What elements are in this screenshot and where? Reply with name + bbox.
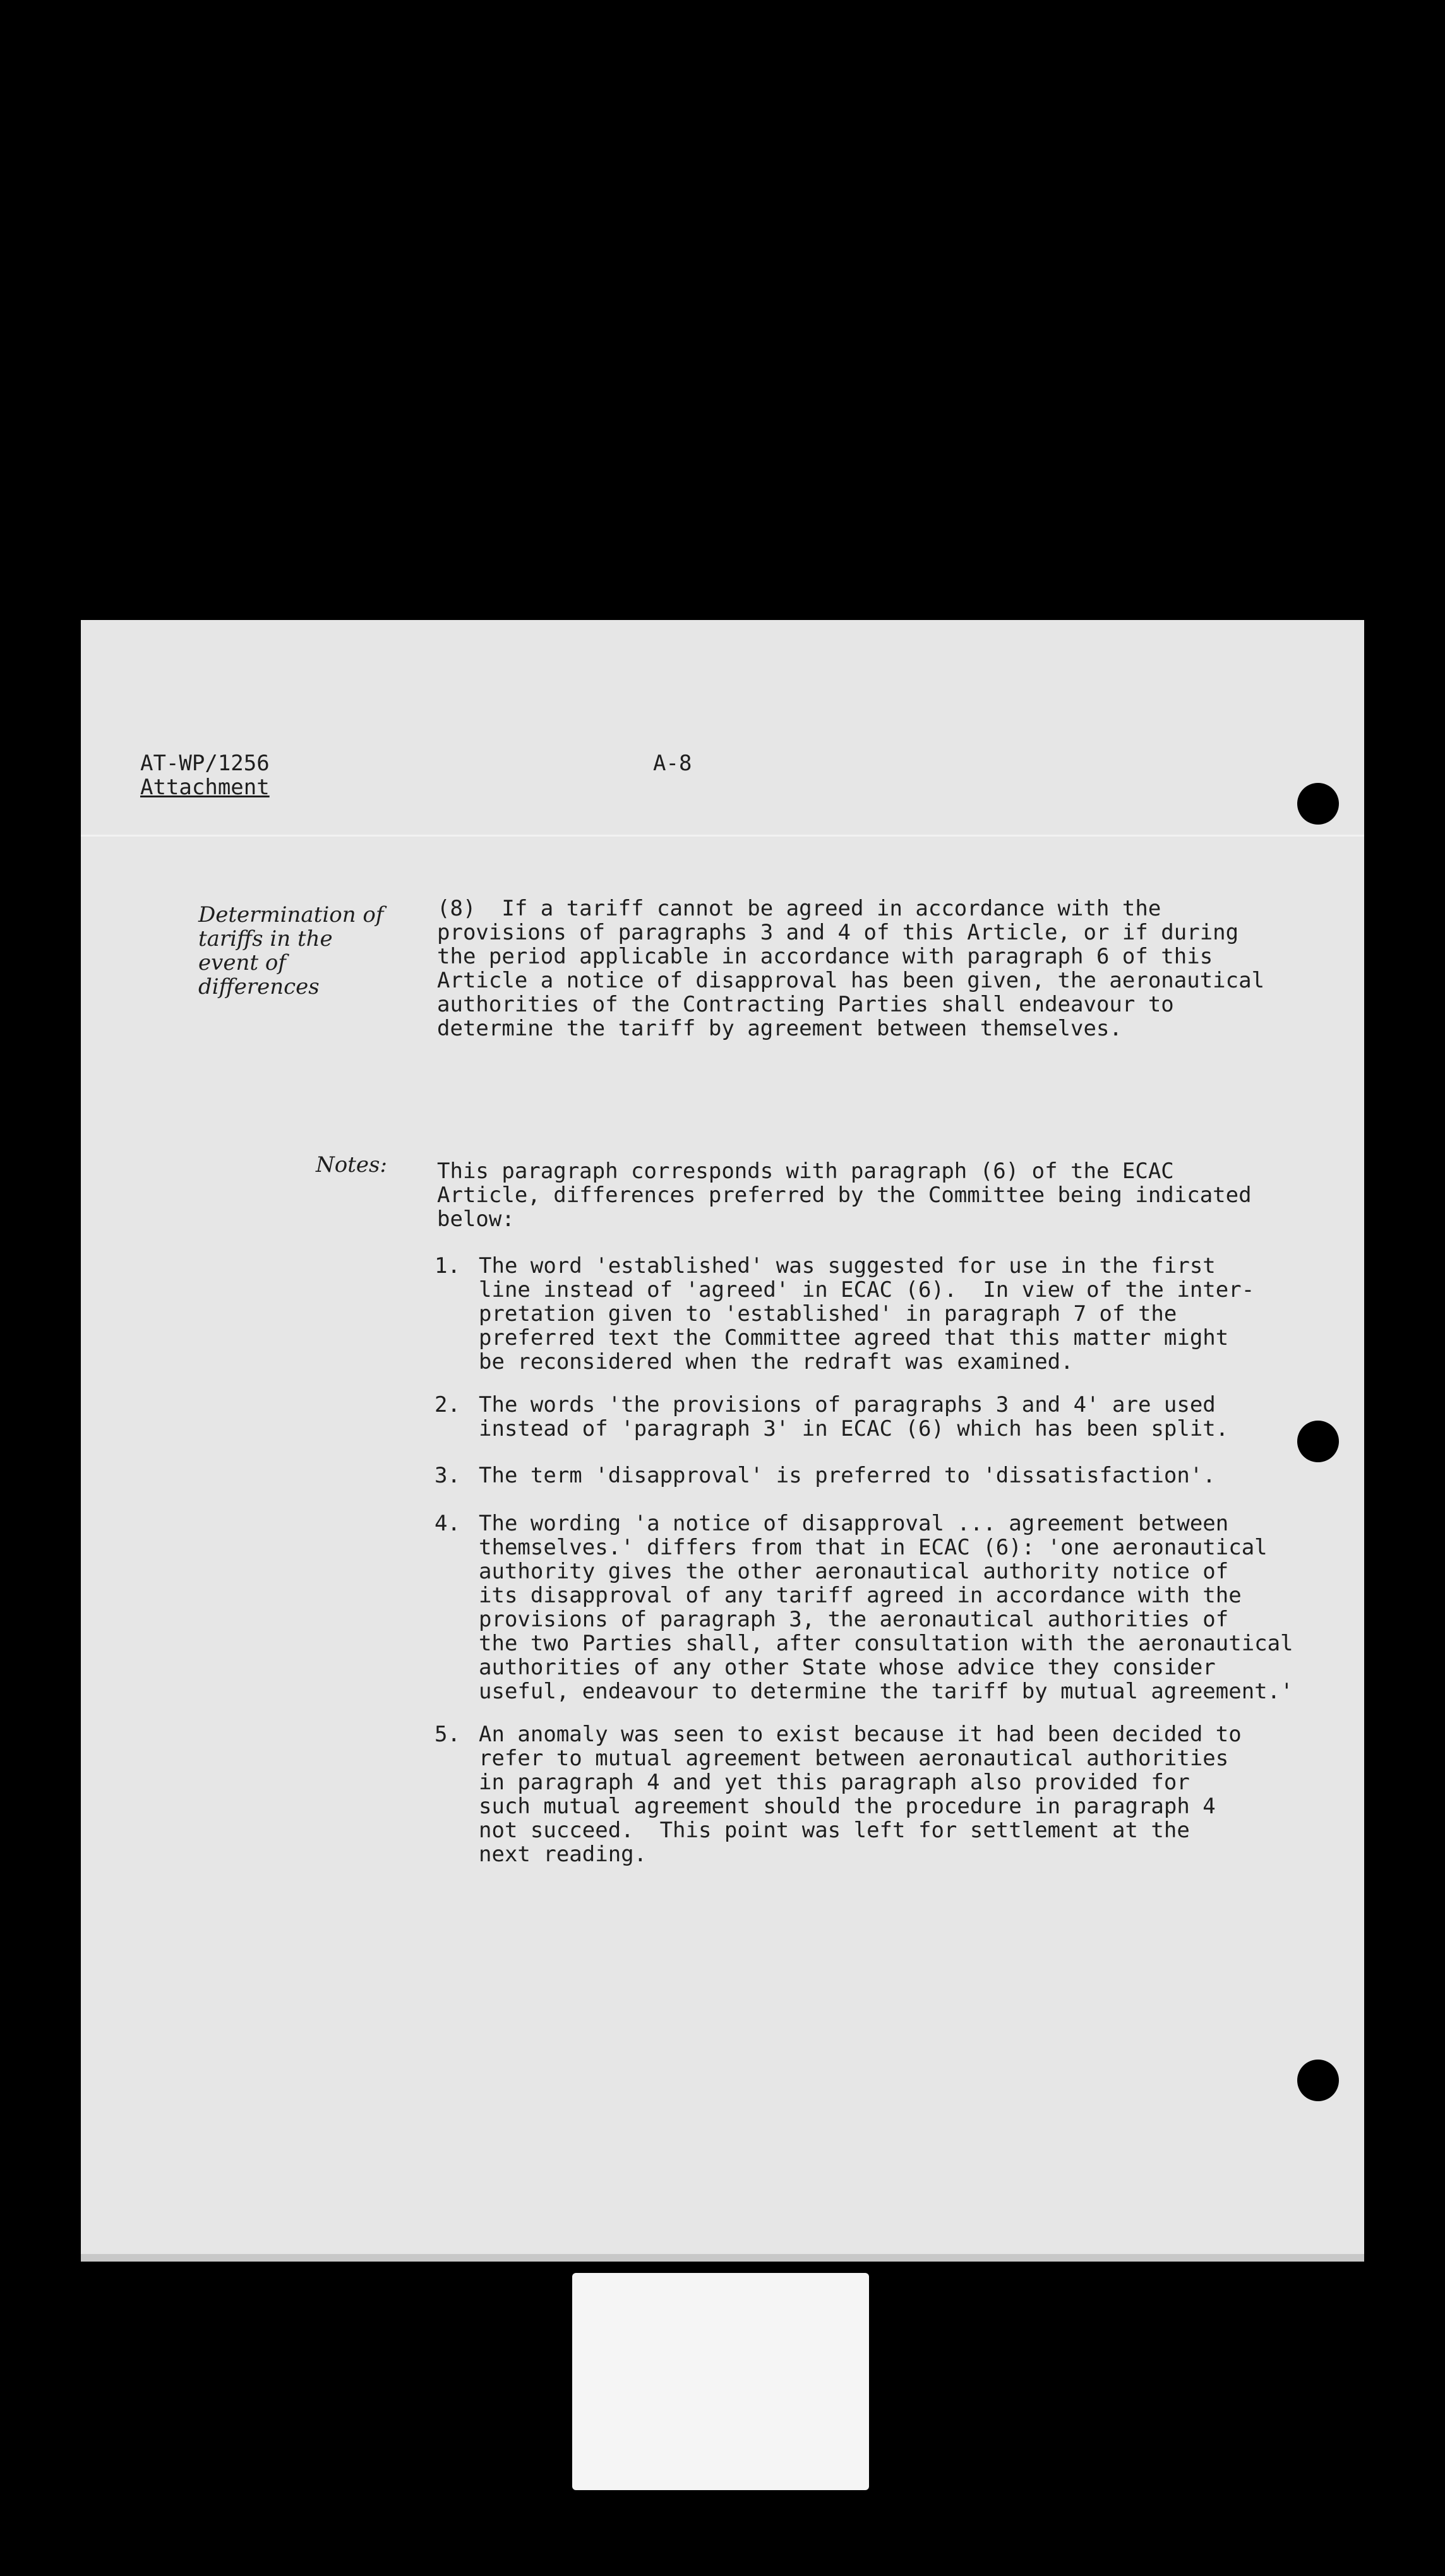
notes-label: Notes: — [316, 1152, 387, 1178]
note-text: The words 'the provisions of paragraphs 3 and 4' are used instead of 'paragraph 3' in ECAC (6) which has been split. — [479, 1392, 1229, 1441]
side-heading — [198, 903, 383, 999]
side-heading-line: event of — [198, 950, 286, 975]
note-number: 5. — [435, 1722, 460, 1747]
document-reference: AT-WP/1256 — [140, 751, 270, 776]
punch-hole-middle — [1297, 1421, 1339, 1462]
microfilm-target-tab — [572, 2273, 869, 2490]
side-heading-line: Determination of — [198, 902, 384, 927]
note-text: The term 'disapproval' is preferred to 'dissatisfaction'. — [479, 1463, 1216, 1488]
note-text: The word 'established' was suggested for use in the first line instead of 'agreed' in ECAC (6). In view of the inter- pretation given to 'established' in paragraph 7 of the preferred text the Committee agreed that this matter might be reconsidered when the redraft was examined. — [479, 1253, 1255, 1374]
note-number: 4. — [435, 1511, 460, 1536]
side-heading-line: differences — [198, 974, 320, 999]
paragraph-8: (8) If a tariff cannot be agreed in accordance with the provisions of paragraphs 3 and 4 of this Article, or if during the period applicable in accordance with paragraph 6 of this Article a notice of disapproval has been given, the aeronautical authorities of the Contracting Parties shall endeavour to determine the tariff by agreement between themselves. — [437, 896, 1265, 1041]
page-number: A-8 — [653, 751, 692, 776]
punch-hole-top — [1297, 783, 1339, 825]
note-number: 3. — [435, 1463, 460, 1488]
note-text: An anomaly was seen to exist because it had been decided to refer to mutual agreement between aeronautical authorities in paragraph 4 and yet this paragraph also provided for such mutual agreement should the procedure in paragraph 4 not succeed. This point was left for settlement at the next reading. — [479, 1722, 1242, 1867]
note-text: The wording 'a notice of disapproval ... agreement between themselves.' differs from that in ECAC (6): 'one aeronautical authority gives the other aeronautical authority notice of its disapproval of any tariff agreed in accordance with the provisions of paragraph 3, the aeronautical authorities of the two Parties shall, after consultation with the aeronautical authorities of any other State whose advice they consider useful, endeavour to determine the tariff by mutual agreement.' — [479, 1511, 1293, 1704]
side-heading-line: tariffs in the — [198, 926, 333, 951]
punch-hole-bottom — [1297, 2060, 1339, 2101]
attachment-label: Attachment — [140, 775, 270, 800]
page-fold-line — [81, 835, 1364, 837]
note-number: 1. — [435, 1253, 460, 1279]
note-number: 2. — [435, 1392, 460, 1417]
notes-intro: This paragraph corresponds with paragraph (6) of the ECAC Article, differences preferred by the Committee being indicated below: — [437, 1159, 1252, 1232]
